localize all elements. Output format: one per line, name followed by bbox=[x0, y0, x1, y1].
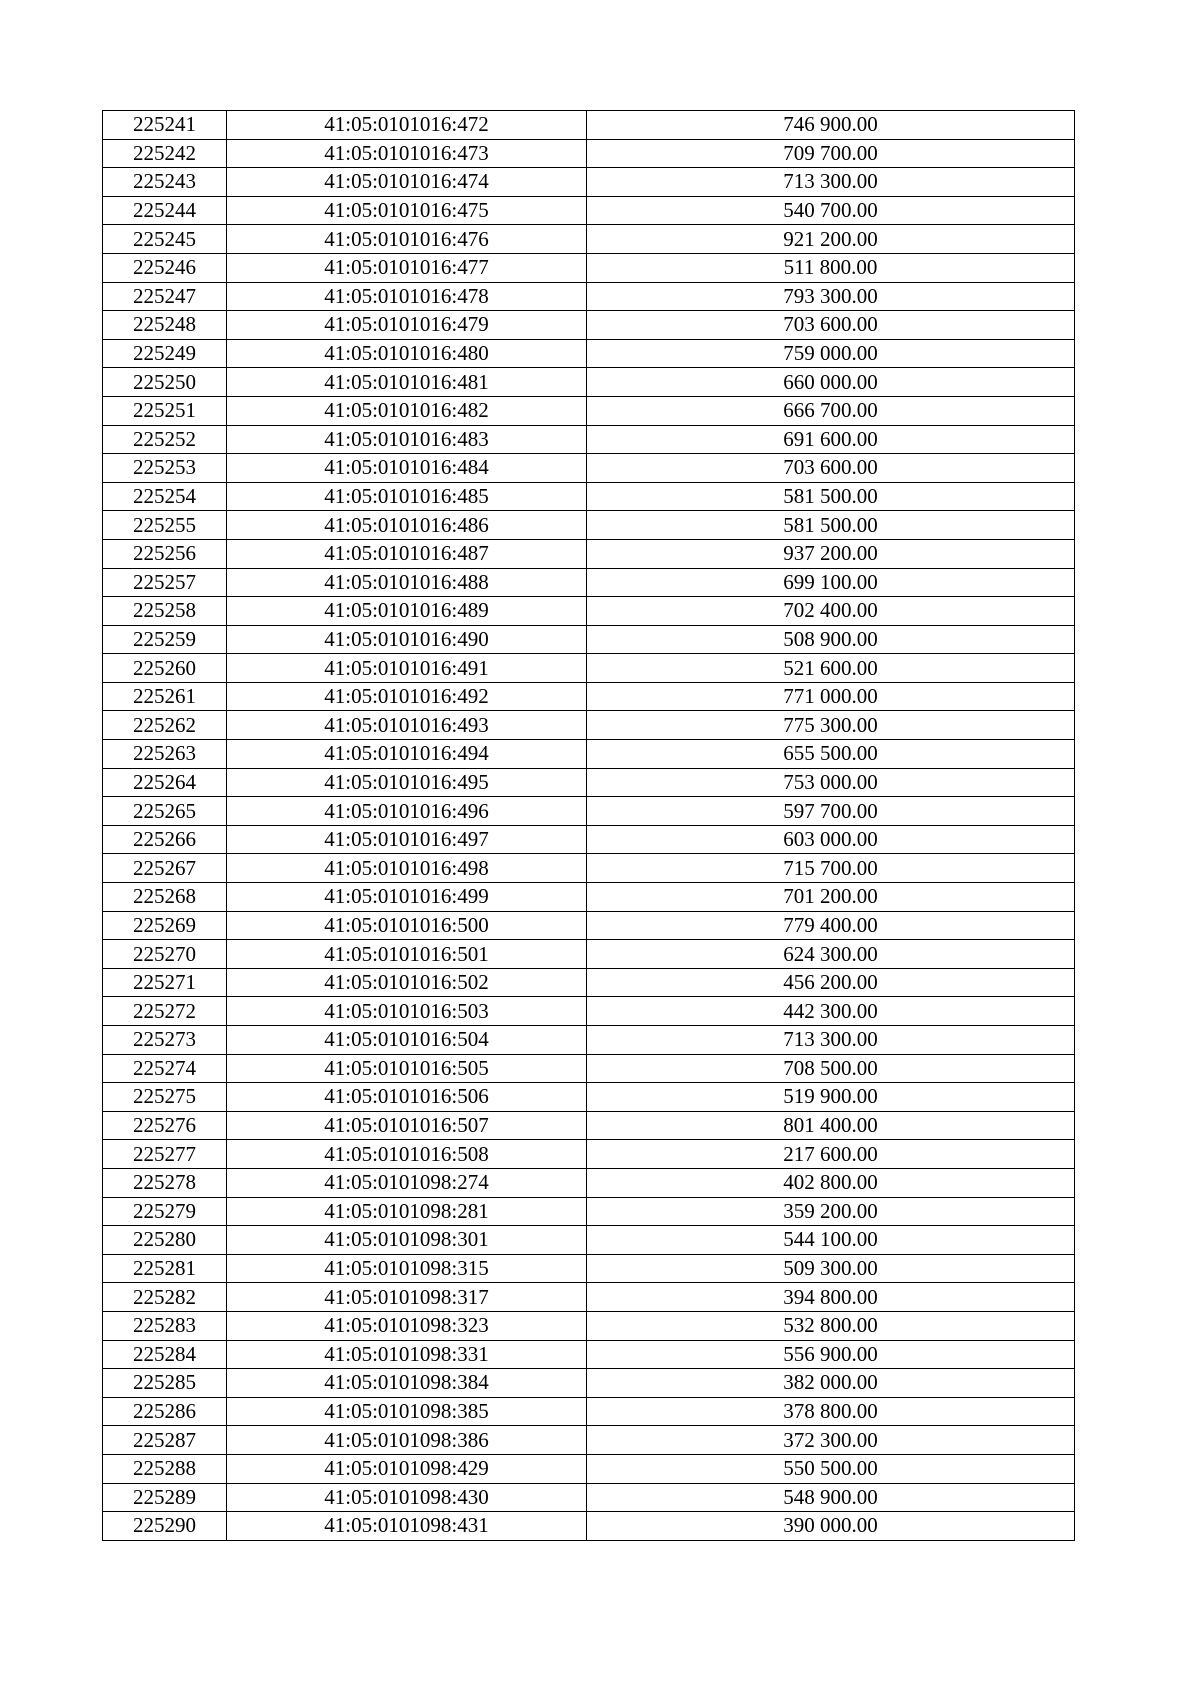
cadastral-value-cell: 759 000.00 bbox=[587, 339, 1075, 368]
cadastral-value-cell: 937 200.00 bbox=[587, 539, 1075, 568]
table-row bbox=[103, 1340, 1075, 1369]
cadastral-number-cell: 41:05:0101016:481 bbox=[227, 368, 587, 397]
table-row bbox=[103, 854, 1075, 883]
table-row bbox=[103, 539, 1075, 568]
table-row bbox=[103, 1397, 1075, 1426]
cadastral-number-cell: 41:05:0101016:479 bbox=[227, 311, 587, 340]
cadastral-number-cell: 41:05:0101098:323 bbox=[227, 1311, 587, 1340]
cadastral-number-cell: 41:05:0101016:472 bbox=[227, 111, 587, 140]
table-row bbox=[103, 1426, 1075, 1455]
cadastral-value-table bbox=[102, 110, 1075, 1541]
table-row bbox=[103, 682, 1075, 711]
cadastral-number-cell: 41:05:0101016:504 bbox=[227, 1026, 587, 1055]
table-body bbox=[103, 111, 1075, 1541]
cadastral-value-cell: 508 900.00 bbox=[587, 625, 1075, 654]
cadastral-number-cell: 41:05:0101016:493 bbox=[227, 711, 587, 740]
table-row bbox=[103, 1226, 1075, 1255]
cadastral-value-cell: 771 000.00 bbox=[587, 682, 1075, 711]
cadastral-number-cell: 41:05:0101098:431 bbox=[227, 1512, 587, 1541]
cadastral-value-cell: 519 900.00 bbox=[587, 1083, 1075, 1112]
cadastral-number-cell: 41:05:0101016:501 bbox=[227, 940, 587, 969]
row-number-cell: 225243 bbox=[103, 168, 227, 197]
cadastral-number-cell: 41:05:0101016:488 bbox=[227, 568, 587, 597]
row-number-cell: 225267 bbox=[103, 854, 227, 883]
table-row bbox=[103, 139, 1075, 168]
cadastral-number-cell: 41:05:0101016:505 bbox=[227, 1054, 587, 1083]
cadastral-number-cell: 41:05:0101016:508 bbox=[227, 1140, 587, 1169]
cadastral-number-cell: 41:05:0101098:315 bbox=[227, 1254, 587, 1283]
table-row bbox=[103, 1083, 1075, 1112]
table-row bbox=[103, 1369, 1075, 1398]
cadastral-value-cell: 509 300.00 bbox=[587, 1254, 1075, 1283]
row-number-cell: 225254 bbox=[103, 482, 227, 511]
row-number-cell: 225262 bbox=[103, 711, 227, 740]
cadastral-number-cell: 41:05:0101016:473 bbox=[227, 139, 587, 168]
cadastral-value-cell: 581 500.00 bbox=[587, 482, 1075, 511]
cadastral-value-cell: 779 400.00 bbox=[587, 911, 1075, 940]
table-row bbox=[103, 568, 1075, 597]
table-row bbox=[103, 482, 1075, 511]
row-number-cell: 225279 bbox=[103, 1197, 227, 1226]
table-row bbox=[103, 654, 1075, 683]
cadastral-value-cell: 372 300.00 bbox=[587, 1426, 1075, 1455]
table-row bbox=[103, 511, 1075, 540]
row-number-cell: 225266 bbox=[103, 825, 227, 854]
cadastral-number-cell: 41:05:0101098:430 bbox=[227, 1483, 587, 1512]
table-row bbox=[103, 425, 1075, 454]
cadastral-number-cell: 41:05:0101098:317 bbox=[227, 1283, 587, 1312]
cadastral-number-cell: 41:05:0101098:385 bbox=[227, 1397, 587, 1426]
table-row bbox=[103, 1111, 1075, 1140]
cadastral-number-cell: 41:05:0101016:487 bbox=[227, 539, 587, 568]
row-number-cell: 225277 bbox=[103, 1140, 227, 1169]
row-number-cell: 225242 bbox=[103, 139, 227, 168]
row-number-cell: 225263 bbox=[103, 740, 227, 769]
row-number-cell: 225290 bbox=[103, 1512, 227, 1541]
row-number-cell: 225285 bbox=[103, 1369, 227, 1398]
row-number-cell: 225275 bbox=[103, 1083, 227, 1112]
row-number-cell: 225244 bbox=[103, 196, 227, 225]
table-row bbox=[103, 825, 1075, 854]
row-number-cell: 225259 bbox=[103, 625, 227, 654]
cadastral-number-cell: 41:05:0101016:496 bbox=[227, 797, 587, 826]
table-row bbox=[103, 111, 1075, 140]
cadastral-value-cell: 511 800.00 bbox=[587, 253, 1075, 282]
row-number-cell: 225251 bbox=[103, 396, 227, 425]
table-row bbox=[103, 940, 1075, 969]
table-row bbox=[103, 911, 1075, 940]
row-number-cell: 225246 bbox=[103, 253, 227, 282]
cadastral-number-cell: 41:05:0101016:495 bbox=[227, 768, 587, 797]
row-number-cell: 225248 bbox=[103, 311, 227, 340]
table-row bbox=[103, 454, 1075, 483]
table-row bbox=[103, 253, 1075, 282]
table-row bbox=[103, 625, 1075, 654]
cadastral-value-cell: 603 000.00 bbox=[587, 825, 1075, 854]
table-row bbox=[103, 168, 1075, 197]
table-row bbox=[103, 311, 1075, 340]
cadastral-number-cell: 41:05:0101016:498 bbox=[227, 854, 587, 883]
cadastral-value-cell: 703 600.00 bbox=[587, 311, 1075, 340]
row-number-cell: 225287 bbox=[103, 1426, 227, 1455]
table-row bbox=[103, 282, 1075, 311]
cadastral-value-cell: 390 000.00 bbox=[587, 1512, 1075, 1541]
row-number-cell: 225269 bbox=[103, 911, 227, 940]
cadastral-value-cell: 544 100.00 bbox=[587, 1226, 1075, 1255]
cadastral-value-cell: 921 200.00 bbox=[587, 225, 1075, 254]
cadastral-number-cell: 41:05:0101098:281 bbox=[227, 1197, 587, 1226]
row-number-cell: 225278 bbox=[103, 1168, 227, 1197]
cadastral-value-cell: 699 100.00 bbox=[587, 568, 1075, 597]
row-number-cell: 225276 bbox=[103, 1111, 227, 1140]
row-number-cell: 225274 bbox=[103, 1054, 227, 1083]
table-row bbox=[103, 711, 1075, 740]
cadastral-value-cell: 556 900.00 bbox=[587, 1340, 1075, 1369]
table-row bbox=[103, 1197, 1075, 1226]
cadastral-value-cell: 521 600.00 bbox=[587, 654, 1075, 683]
row-number-cell: 225280 bbox=[103, 1226, 227, 1255]
cadastral-value-cell: 581 500.00 bbox=[587, 511, 1075, 540]
cadastral-number-cell: 41:05:0101016:497 bbox=[227, 825, 587, 854]
row-number-cell: 225253 bbox=[103, 454, 227, 483]
cadastral-number-cell: 41:05:0101098:274 bbox=[227, 1168, 587, 1197]
row-number-cell: 225247 bbox=[103, 282, 227, 311]
table-row bbox=[103, 339, 1075, 368]
cadastral-value-cell: 532 800.00 bbox=[587, 1311, 1075, 1340]
table-row bbox=[103, 196, 1075, 225]
cadastral-number-cell: 41:05:0101098:331 bbox=[227, 1340, 587, 1369]
cadastral-number-cell: 41:05:0101016:499 bbox=[227, 883, 587, 912]
table-row bbox=[103, 997, 1075, 1026]
cadastral-number-cell: 41:05:0101098:301 bbox=[227, 1226, 587, 1255]
row-number-cell: 225289 bbox=[103, 1483, 227, 1512]
cadastral-number-cell: 41:05:0101016:474 bbox=[227, 168, 587, 197]
cadastral-value-cell: 702 400.00 bbox=[587, 597, 1075, 626]
table-row bbox=[103, 368, 1075, 397]
cadastral-value-cell: 402 800.00 bbox=[587, 1168, 1075, 1197]
cadastral-value-cell: 793 300.00 bbox=[587, 282, 1075, 311]
cadastral-number-cell: 41:05:0101016:482 bbox=[227, 396, 587, 425]
cadastral-value-cell: 359 200.00 bbox=[587, 1197, 1075, 1226]
table-row bbox=[103, 1026, 1075, 1055]
cadastral-number-cell: 41:05:0101016:480 bbox=[227, 339, 587, 368]
table-row bbox=[103, 797, 1075, 826]
table-row bbox=[103, 1168, 1075, 1197]
cadastral-value-cell: 703 600.00 bbox=[587, 454, 1075, 483]
row-number-cell: 225265 bbox=[103, 797, 227, 826]
row-number-cell: 225255 bbox=[103, 511, 227, 540]
cadastral-value-cell: 666 700.00 bbox=[587, 396, 1075, 425]
row-number-cell: 225271 bbox=[103, 968, 227, 997]
cadastral-value-cell: 550 500.00 bbox=[587, 1454, 1075, 1483]
row-number-cell: 225282 bbox=[103, 1283, 227, 1312]
cadastral-value-cell: 708 500.00 bbox=[587, 1054, 1075, 1083]
row-number-cell: 225258 bbox=[103, 597, 227, 626]
row-number-cell: 225260 bbox=[103, 654, 227, 683]
table-row bbox=[103, 1054, 1075, 1083]
row-number-cell: 225252 bbox=[103, 425, 227, 454]
cadastral-value-cell: 660 000.00 bbox=[587, 368, 1075, 397]
cadastral-number-cell: 41:05:0101016:486 bbox=[227, 511, 587, 540]
cadastral-number-cell: 41:05:0101016:507 bbox=[227, 1111, 587, 1140]
cadastral-value-cell: 775 300.00 bbox=[587, 711, 1075, 740]
cadastral-number-cell: 41:05:0101016:492 bbox=[227, 682, 587, 711]
table-row bbox=[103, 225, 1075, 254]
cadastral-value-cell: 394 800.00 bbox=[587, 1283, 1075, 1312]
table-row bbox=[103, 1140, 1075, 1169]
cadastral-value-cell: 442 300.00 bbox=[587, 997, 1075, 1026]
row-number-cell: 225249 bbox=[103, 339, 227, 368]
cadastral-value-cell: 624 300.00 bbox=[587, 940, 1075, 969]
row-number-cell: 225281 bbox=[103, 1254, 227, 1283]
cadastral-value-cell: 597 700.00 bbox=[587, 797, 1075, 826]
cadastral-number-cell: 41:05:0101016:489 bbox=[227, 597, 587, 626]
cadastral-number-cell: 41:05:0101016:478 bbox=[227, 282, 587, 311]
row-number-cell: 225245 bbox=[103, 225, 227, 254]
row-number-cell: 225257 bbox=[103, 568, 227, 597]
cadastral-number-cell: 41:05:0101016:477 bbox=[227, 253, 587, 282]
cadastral-number-cell: 41:05:0101016:491 bbox=[227, 654, 587, 683]
table-row bbox=[103, 968, 1075, 997]
cadastral-value-cell: 378 800.00 bbox=[587, 1397, 1075, 1426]
row-number-cell: 225283 bbox=[103, 1311, 227, 1340]
cadastral-number-cell: 41:05:0101016:485 bbox=[227, 482, 587, 511]
row-number-cell: 225273 bbox=[103, 1026, 227, 1055]
cadastral-number-cell: 41:05:0101098:384 bbox=[227, 1369, 587, 1398]
cadastral-number-cell: 41:05:0101098:386 bbox=[227, 1426, 587, 1455]
table-row bbox=[103, 1454, 1075, 1483]
cadastral-number-cell: 41:05:0101016:490 bbox=[227, 625, 587, 654]
row-number-cell: 225288 bbox=[103, 1454, 227, 1483]
cadastral-value-cell: 456 200.00 bbox=[587, 968, 1075, 997]
row-number-cell: 225241 bbox=[103, 111, 227, 140]
table-row bbox=[103, 396, 1075, 425]
cadastral-number-cell: 41:05:0101016:503 bbox=[227, 997, 587, 1026]
row-number-cell: 225272 bbox=[103, 997, 227, 1026]
table-row bbox=[103, 740, 1075, 769]
cadastral-value-cell: 709 700.00 bbox=[587, 139, 1075, 168]
row-number-cell: 225261 bbox=[103, 682, 227, 711]
cadastral-number-cell: 41:05:0101016:500 bbox=[227, 911, 587, 940]
row-number-cell: 225284 bbox=[103, 1340, 227, 1369]
table-row bbox=[103, 1283, 1075, 1312]
cadastral-value-cell: 753 000.00 bbox=[587, 768, 1075, 797]
table-row bbox=[103, 1311, 1075, 1340]
cadastral-number-cell: 41:05:0101016:506 bbox=[227, 1083, 587, 1112]
table-row bbox=[103, 597, 1075, 626]
row-number-cell: 225286 bbox=[103, 1397, 227, 1426]
row-number-cell: 225256 bbox=[103, 539, 227, 568]
cadastral-number-cell: 41:05:0101016:483 bbox=[227, 425, 587, 454]
cadastral-value-cell: 801 400.00 bbox=[587, 1111, 1075, 1140]
cadastral-value-cell: 548 900.00 bbox=[587, 1483, 1075, 1512]
table-row bbox=[103, 1254, 1075, 1283]
table-row bbox=[103, 883, 1075, 912]
cadastral-number-cell: 41:05:0101016:484 bbox=[227, 454, 587, 483]
row-number-cell: 225264 bbox=[103, 768, 227, 797]
cadastral-value-cell: 715 700.00 bbox=[587, 854, 1075, 883]
cadastral-value-cell: 540 700.00 bbox=[587, 196, 1075, 225]
cadastral-number-cell: 41:05:0101016:502 bbox=[227, 968, 587, 997]
cadastral-value-cell: 701 200.00 bbox=[587, 883, 1075, 912]
cadastral-number-cell: 41:05:0101016:475 bbox=[227, 196, 587, 225]
cadastral-value-cell: 382 000.00 bbox=[587, 1369, 1075, 1398]
cadastral-value-cell: 746 900.00 bbox=[587, 111, 1075, 140]
cadastral-number-cell: 41:05:0101016:494 bbox=[227, 740, 587, 769]
cadastral-value-cell: 217 600.00 bbox=[587, 1140, 1075, 1169]
cadastral-value-cell: 713 300.00 bbox=[587, 1026, 1075, 1055]
table-row bbox=[103, 768, 1075, 797]
row-number-cell: 225250 bbox=[103, 368, 227, 397]
cadastral-value-cell: 713 300.00 bbox=[587, 168, 1075, 197]
row-number-cell: 225270 bbox=[103, 940, 227, 969]
cadastral-number-cell: 41:05:0101016:476 bbox=[227, 225, 587, 254]
cadastral-value-cell: 655 500.00 bbox=[587, 740, 1075, 769]
table-row bbox=[103, 1512, 1075, 1541]
cadastral-value-cell: 691 600.00 bbox=[587, 425, 1075, 454]
cadastral-number-cell: 41:05:0101098:429 bbox=[227, 1454, 587, 1483]
table-row bbox=[103, 1483, 1075, 1512]
row-number-cell: 225268 bbox=[103, 883, 227, 912]
